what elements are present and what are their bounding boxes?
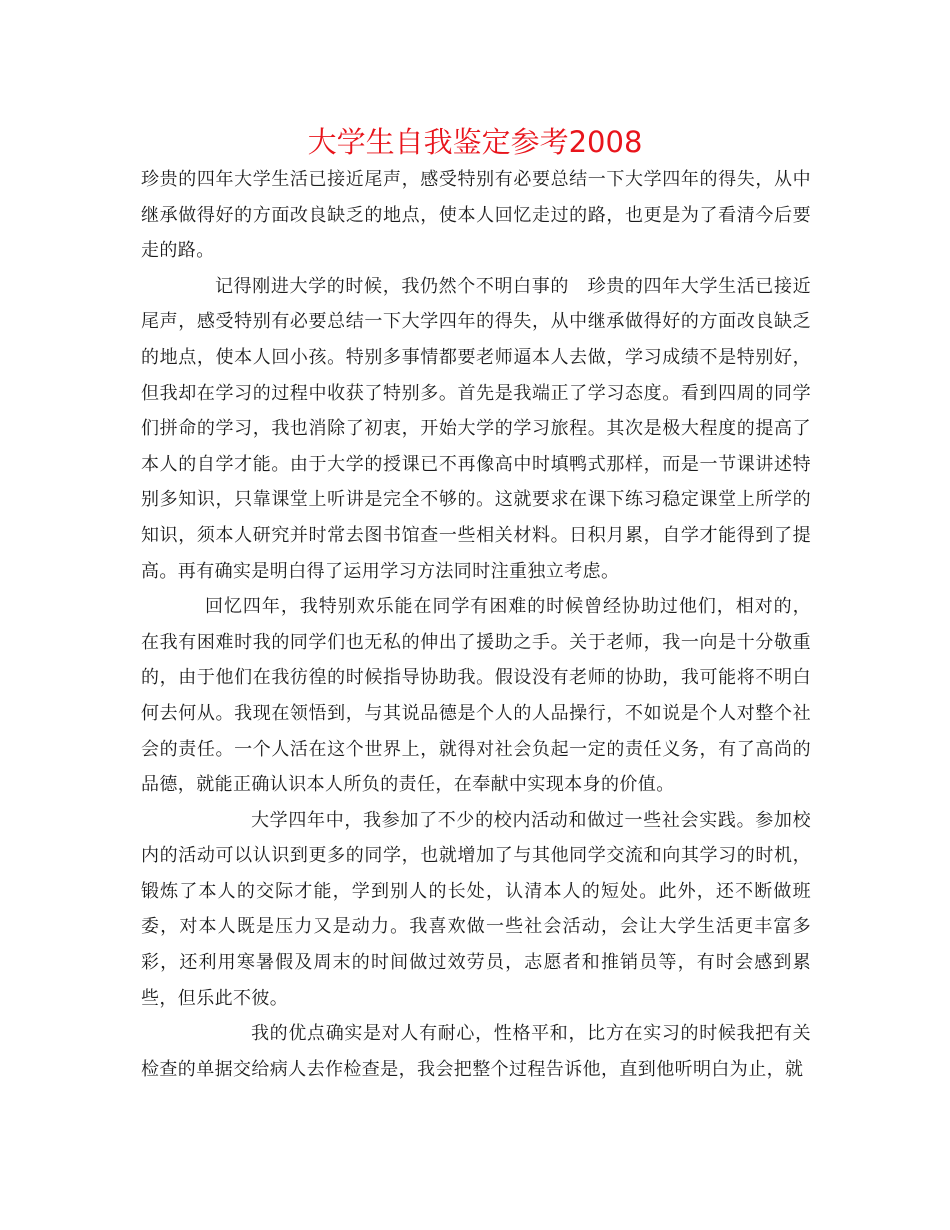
paragraph-3: 回忆四年，我特别欢乐能在同学有困难的时候曾经协助过他们，相对的，在我有困难时我的同学们也无私的伸出了援助之手。关于老师，我一向是十分敬重的，由于他们在我彷徨的时候指导协助我。假设没有老师的协助，我可能将不明白何去何从。我现在领悟到，与其说品德是个人的人品操行，不如说是个人对整个社会的责任。一个人活在这个世界上，就得对社会负起一定的责任义务，有了高尚的品德，就能正确认识本人所负的责任，在奉献中实现本身的价值。 [141, 596, 811, 796]
paragraph-2: 记得刚进大学的时候，我仍然个不明白事的 珍贵的四年大学生活已接近尾声，感受特别有必要总结一下大学四年的得失，从中继承做得好的方面改良缺乏的地点，使本人回小孩。特别多事情都要老师逼本人去做，学习成绩不是特别好，但我却在学习的过程中收获了特别多。首先是我端正了学习态度。看到四周的同学们拼命的学习，我也消除了初衷，开始大学的学习旅程。其次是极大程度的提高了本人的自学才能。由于大学的授课已不再像高中时填鸭式那样，而是一节课讲述特别多知识，只靠课堂上听讲是完全不够的。这就要求在课下练习稳定课堂上所学的知识，须本人研究并时常去图书馆查一些相关材料。日积月累，自学才能得到了提高。再有确实是明白得了运用学习方法同时注重独立考虑。 [141, 275, 811, 582]
paragraph-4: 大学四年中，我参加了不少的校内活动和做过一些社会实践。参加校内的活动可以认识到更多的同学，也就增加了与其他同学交流和向其学习的时机，锻炼了本人的交际才能，学到别人的长处，认清本人的短处。此外，还不断做班委，对本人既是压力又是动力。我喜欢做一些社会活动，会让大学生活更丰富多彩，还利用寒暑假及周末的时间做过效劳员，志愿者和推销员等，有时会感到累些，但乐此不彼。 [141, 809, 811, 1009]
paragraph-1: 珍贵的四年大学生活已接近尾声，感受特别有必要总结一下大学四年的得失，从中继承做得好的方面改良缺乏的地点，使本人回忆走过的路，也更是为了看清今后要走的路。 [141, 169, 811, 262]
document-title: 大学生自我鉴定参考2008 [307, 125, 643, 159]
document-body [141, 162, 811, 1087]
paragraph-5: 我的优点确实是对人有耐心，性格平和，比方在实习的时候我把有关检查的单据交给病人去作检查是，我会把整个过程告诉他，直到他听明白为止，就 [141, 1023, 811, 1080]
